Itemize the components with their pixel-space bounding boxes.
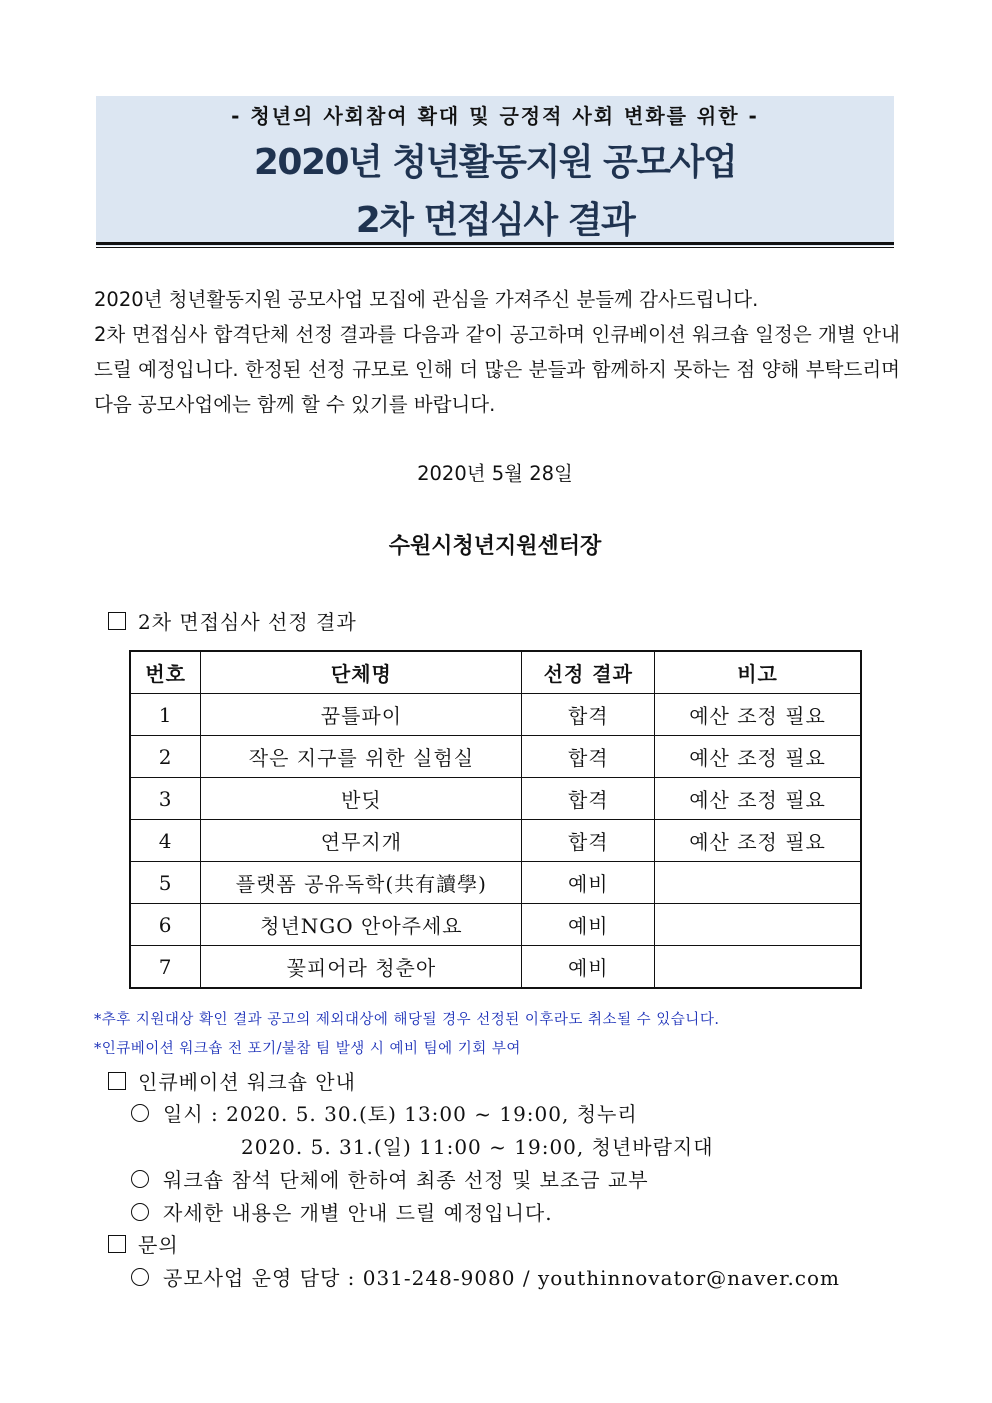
cell-note — [655, 946, 861, 989]
cell-no: 2 — [130, 736, 201, 778]
cell-result: 예비 — [522, 946, 655, 989]
cell-no: 5 — [130, 862, 201, 904]
cell-name: 반딧 — [201, 778, 522, 820]
contact-item — [131, 1262, 840, 1291]
announcement-date: 2020년 5월 28일 — [417, 462, 573, 485]
circle-bullet-icon — [131, 1268, 149, 1286]
schedule-line-1: 2020. 5. 30.(토) 13:00 ~ 19:00, 청누리 — [226, 1102, 638, 1126]
results-heading-text: 2차 면접심사 선정 결과 — [138, 610, 357, 634]
workshop-item-2-text: 워크숍 참석 단체에 한하여 최종 선정 및 보조금 교부 — [163, 1168, 649, 1192]
square-bullet-icon — [108, 612, 126, 630]
cell-name: 연무지개 — [201, 820, 522, 862]
workshop-item-3-text: 자세한 내용은 개별 안내 드릴 예정입니다. — [163, 1201, 553, 1225]
cell-note — [655, 904, 861, 946]
contact-text: 공모사업 운영 담당 : 031-248-9080 / youthinnovator@naver.com — [163, 1266, 841, 1290]
table-row — [130, 736, 861, 778]
page-title-line1: 2020년 청년활동지원 공모사업 — [253, 142, 737, 183]
table-row — [130, 778, 861, 820]
workshop-item-3 — [131, 1197, 553, 1226]
header-subtitle: - 청년의 사회참여 확대 및 긍정적 사회 변화를 위한 - — [231, 104, 759, 128]
footnote-2: *인큐베이션 워크숍 전 포기/불참 팀 발생 시 예비 팀에 기회 부여 — [94, 1041, 521, 1057]
header-rule-thin — [96, 247, 894, 248]
cell-no: 6 — [130, 904, 201, 946]
workshop-schedule-item — [131, 1098, 638, 1127]
cell-no: 7 — [130, 946, 201, 989]
page-title-line2: 2차 면접심사 결과 — [355, 200, 635, 241]
square-bullet-icon — [108, 1072, 126, 1090]
cell-name: 꽃피어라 청춘아 — [201, 946, 522, 989]
cell-name: 청년NGO 안아주세요 — [201, 904, 522, 946]
cell-no: 4 — [130, 820, 201, 862]
signature: 수원시청년지원센터장 — [388, 534, 602, 559]
cell-no: 3 — [130, 778, 201, 820]
cell-name: 작은 지구를 위한 실험실 — [201, 736, 522, 778]
workshop-heading-text: 인큐베이션 워크숍 안내 — [138, 1070, 356, 1094]
table-row — [130, 862, 861, 904]
intro-paragraph — [94, 282, 900, 422]
intro-line1: 2020년 청년활동지원 공모사업 모집에 관심을 가져주신 분들께 감사드립니다. — [94, 288, 759, 311]
workshop-item-2 — [131, 1164, 649, 1193]
cell-name: 꿈틀파이 — [201, 694, 522, 736]
contact-heading-text: 문의 — [138, 1233, 179, 1257]
cell-result: 예비 — [522, 904, 655, 946]
circle-bullet-icon — [131, 1170, 149, 1188]
intro-line2: 2차 면접심사 합격단체 선정 결과를 다음과 같이 공고하며 인큐베이션 워크숍 일정은 개별 안내드릴 예정입니다. 한정된 선정 규모로 인해 더 많은 분들과 함께하지 못하는 점 양해 부탁드리며 다음 공모사업에는 함께 할 수 있기를 바랍니다. — [94, 323, 900, 416]
results-section-heading — [108, 606, 357, 635]
column-header: 비고 — [655, 651, 861, 694]
column-header: 선정 결과 — [522, 651, 655, 694]
contact-section-heading — [108, 1229, 179, 1258]
cell-note: 예산 조정 필요 — [655, 778, 861, 820]
circle-bullet-icon — [131, 1203, 149, 1221]
cell-name: 플랫폼 공유독학(共有讀學) — [201, 862, 522, 904]
column-header: 번호 — [130, 651, 201, 694]
cell-result: 합격 — [522, 820, 655, 862]
cell-note: 예산 조정 필요 — [655, 736, 861, 778]
cell-note: 예산 조정 필요 — [655, 694, 861, 736]
table-row — [130, 694, 861, 736]
square-bullet-icon — [108, 1235, 126, 1253]
table-row — [130, 904, 861, 946]
schedule-line-2: 2020. 5. 31.(일) 11:00 ~ 19:00, 청년바람지대 — [241, 1135, 714, 1159]
cell-result: 합격 — [522, 694, 655, 736]
cell-result: 합격 — [522, 778, 655, 820]
circle-bullet-icon — [131, 1104, 149, 1122]
cell-note — [655, 862, 861, 904]
cell-no: 1 — [130, 694, 201, 736]
column-header: 단체명 — [201, 651, 522, 694]
workshop-section-heading — [108, 1066, 356, 1095]
table-row — [130, 946, 861, 989]
table-header-row — [130, 651, 861, 694]
cell-note: 예산 조정 필요 — [655, 820, 861, 862]
cell-result: 합격 — [522, 736, 655, 778]
table-row — [130, 820, 861, 862]
footnote-1: *추후 지원대상 확인 결과 공고의 제외대상에 해당될 경우 선정된 이후라도 취소될 수 있습니다. — [94, 1012, 720, 1028]
results-table — [129, 650, 862, 989]
schedule-label: 일시 : — [163, 1102, 227, 1126]
cell-result: 예비 — [522, 862, 655, 904]
